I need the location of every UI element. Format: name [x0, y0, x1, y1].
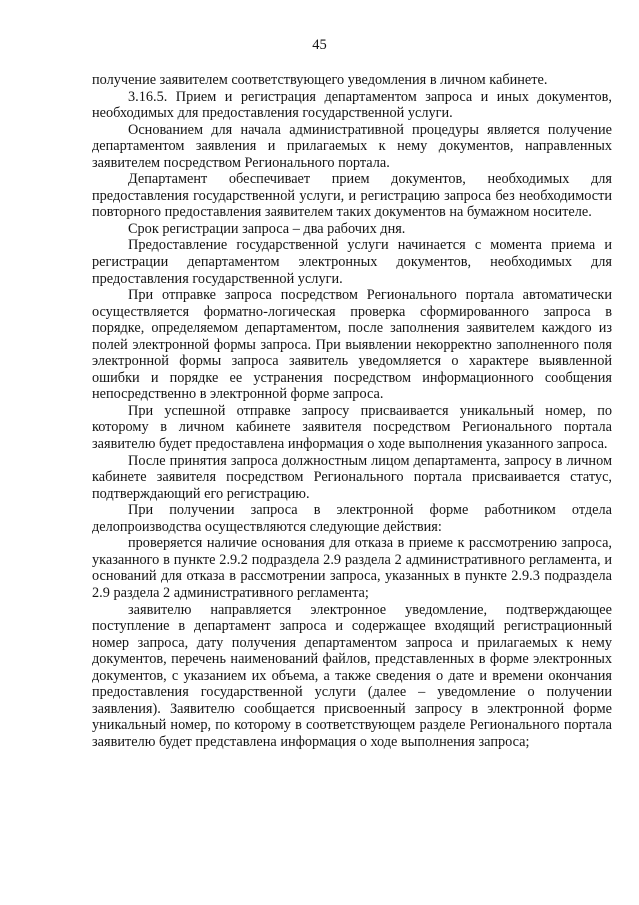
- page-number: 45: [312, 37, 327, 53]
- paragraph: Срок регистрации запроса – два рабочих дня.: [128, 220, 406, 237]
- paragraph: Основанием для начала административной процедуры является получение департаментом заявления и прилагаемых к нему документов, направленных заявителем посредством Регионального портала.: [92, 121, 612, 171]
- paragraph: При успешной отправке запросу присваивается уникальный номер, по которому в личном кабинете заявителя посредством Регионального портала заявителю будет предоставлена информация о ходе выполнения указанного запроса.: [92, 402, 612, 453]
- paragraph: При отправке запроса посредством Регионального портала автоматически осуществляется форматно-логическая проверка сформированного запроса в порядке, определяемом департаментом, после заполнения заявителем каждого из полей электронной формы запроса. При выявлении некорректно заполненного поля электронной формы запроса заявитель уведомляется о характере выявленной ошибки и порядке ее устранения посредством информационного сообщения непосредственно в электронной форме запроса.: [92, 287, 612, 403]
- paragraph: Департамент обеспечивает прием документов, необходимых для предоставления государственной услуги, и регистрацию запроса без необходимости повторного предоставления заявителем таких документов на бумажном носителе.: [92, 171, 612, 221]
- paragraph: получение заявителем соответствующего уведомления в личном кабинете.: [92, 72, 548, 88]
- paragraph: 3.16.5. Прием и регистрация департаментом запроса и иных документов, необходимых для предоставления государственной услуги.: [92, 88, 612, 122]
- paragraph: проверяется наличие основания для отказа в приеме к рассмотрению запроса, указанного в пункте 2.9.2 подраздела 2.9 раздела 2 административного регламента, и оснований для отказа в рассмотрении запроса, указанных в пункте 2.9.3 подраздела 2.9 раздела 2 административного регламента;: [92, 535, 612, 601]
- paragraph: При получении запроса в электронной форме работником отдела делопроизводства осуществляются следующие действия:: [92, 502, 612, 535]
- paragraph: заявителю направляется электронное уведомление, подтверждающее поступление в департамент запроса и содержащее входящий регистрационный номер запроса, дату получения департаментом запроса и прилагаемых к нему документов, перечень наименований файлов, представленных в форме электронных документов, с указанием их объема, а также сведения о дате и времени окончания предоставления государственной услуги (далее – уведомление о получении заявления). Заявителю сообщается присвоенный запросу в электронной форме уникальный номер, по которому в соответствующем разделе Регионального портала заявителю будет представлена информация о ходе выполнения запроса;: [92, 601, 612, 750]
- document-body: [92, 72, 612, 750]
- paragraph: После принятия запроса должностным лицом департамента, запросу в личном кабинете заявителя посредством Регионального портала присваивается статус, подтверждающий его регистрацию.: [92, 452, 612, 502]
- paragraph: Предоставление государственной услуги начинается с момента приема и регистрации департаментом электронных документов, необходимых для предоставления государственной услуги.: [92, 237, 612, 287]
